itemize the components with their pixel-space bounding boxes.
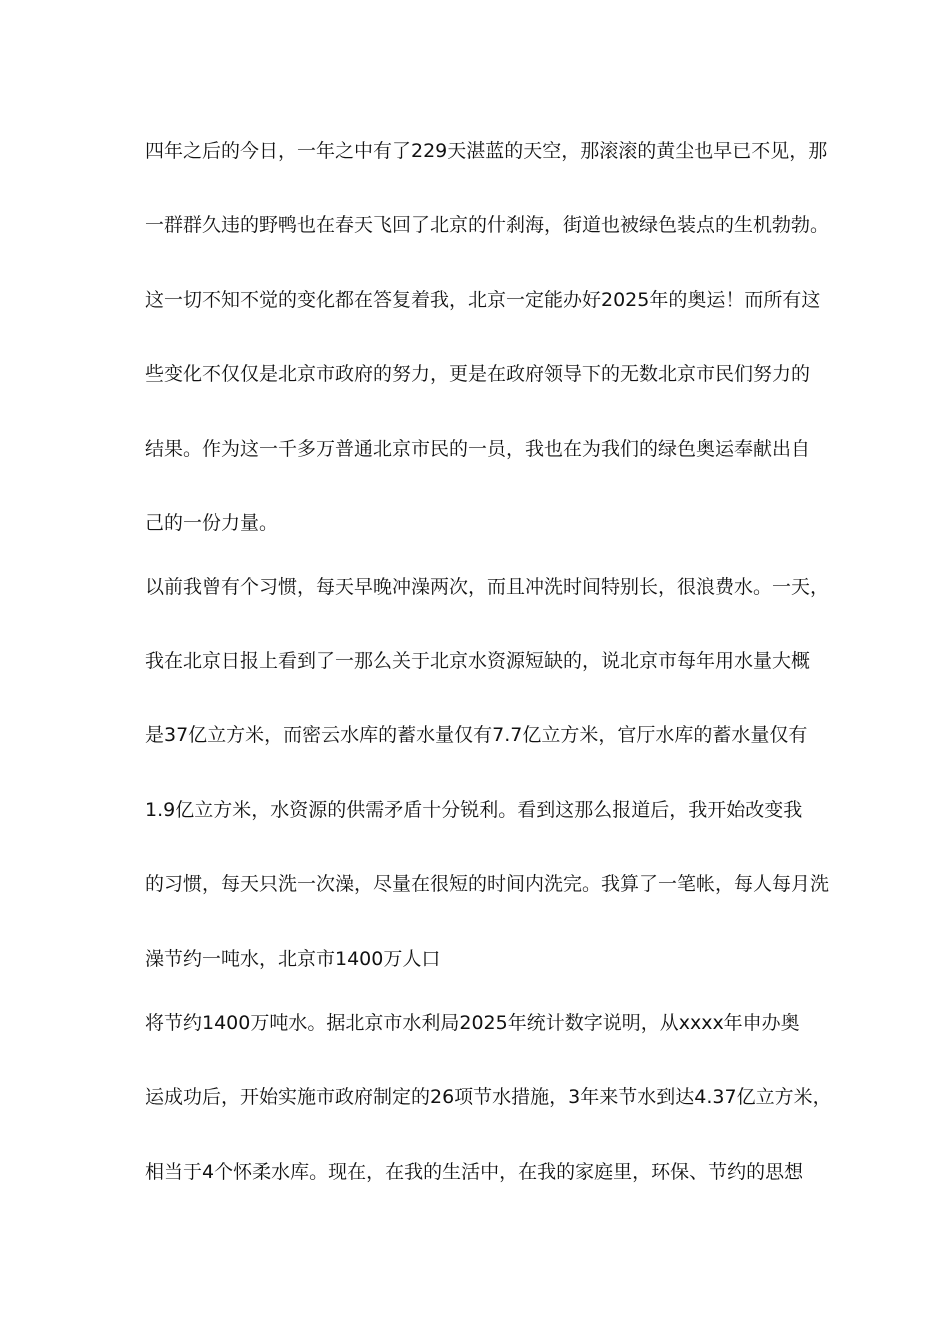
text-line: 些变化不仅仅是北京市政府的努力，更是在政府领导下的无数北京市民们努力的 (145, 363, 811, 385)
text-line: 己的一份力量。 (145, 512, 279, 534)
text-line: 一群群久违的野鸭也在春天飞回了北京的什刹海，街道也被绿色装点的生机勃勃。 (145, 214, 830, 236)
text-line: 的习惯，每天只洗一次澡，尽量在很短的时间内洗完。我算了一笔帐，每人每月洗 (145, 873, 830, 895)
text-line: 是37亿立方米，而密云水库的蓄水量仅有7.7亿立方米，官厅水库的蓄水量仅有 (145, 724, 808, 746)
text-line: 四年之后的今日，一年之中有了229天湛蓝的天空，那滚滚的黄尘也早已不见，那 (145, 140, 828, 162)
text-line: 澡节约一吨水，北京市1400万人口 (145, 948, 441, 970)
text-line: 以前我曾有个习惯，每天早晚冲澡两次，而且冲洗时间特别长，很浪费水。一天， (145, 576, 830, 598)
text-line: 结果。作为这一千多万普通北京市民的一员，我也在为我们的绿色奥运奉献出自 (145, 438, 811, 460)
text-line: 将节约1400万吨水。据北京市水利局2025年统计数字说明，从xxxx年申办奥 (145, 1012, 800, 1034)
text-line: 这一切不知不觉的变化都在答复着我，北京一定能办好2025年的奥运！而所有这 (145, 289, 821, 311)
text-line: 运成功后，开始实施市政府制定的26项节水措施，3年来节水到达4.37亿立方米， (145, 1086, 832, 1108)
text-line: 我在北京日报上看到了一那么关于北京水资源短缺的，说北京市每年用水量大概 (145, 650, 811, 672)
text-line: 1.9亿立方米，水资源的供需矛盾十分锐利。看到这那么报道后，我开始改变我 (145, 799, 803, 821)
text-line: 相当于4个怀柔水库。现在，在我的生活中，在我的家庭里，环保、节约的思想 (145, 1161, 804, 1183)
